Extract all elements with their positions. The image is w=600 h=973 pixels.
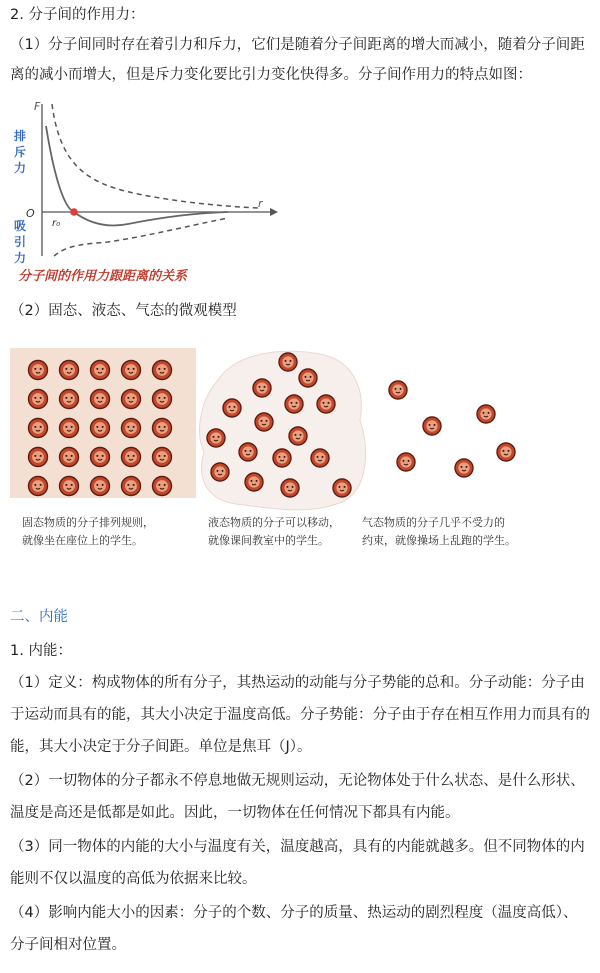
molecular-force-chart: [8, 96, 298, 286]
paragraph-line: 分子间相对位置。: [10, 937, 126, 953]
paragraph-line: 能则不仅以温度的高低为依据来比较。: [10, 871, 257, 887]
molecule: [122, 448, 141, 467]
gas-caption-line2: 约束，就像操场上乱跑的学生。: [362, 534, 516, 547]
molecule: [455, 459, 473, 477]
molecule: [397, 453, 415, 471]
section-title-molecular-force: 2. 分子间的作用力：: [10, 7, 145, 23]
r0-marker: [70, 208, 78, 216]
molecule: [60, 390, 79, 409]
repulsion-curve: [52, 104, 258, 208]
origin-label: O: [26, 207, 35, 220]
molecule: [477, 405, 495, 423]
molecule: [29, 448, 48, 467]
molecule: [122, 361, 141, 380]
x-axis-letter: r: [258, 197, 263, 210]
molecule: [153, 390, 172, 409]
molecule: [311, 449, 329, 467]
molecule: [122, 477, 141, 496]
molecule: [91, 361, 110, 380]
attraction-label-2: 引: [14, 235, 27, 249]
section-heading-internal-energy: 二、内能: [10, 609, 68, 625]
paragraph-line: （4）影响内能大小的因素：分子的个数、分子的质量、热运动的剧烈程度（温度高低）、: [10, 905, 578, 921]
molecule: [153, 419, 172, 438]
solid-caption-line2: 就像坐在座位上的学生。: [22, 534, 143, 547]
molecule: [273, 449, 291, 467]
molecule: [289, 427, 307, 445]
paragraph-line: 温度是高还是低都是如此。因此，一切物体在任何情况下都具有内能。: [10, 805, 460, 821]
molecule: [497, 443, 515, 461]
molecule: [91, 390, 110, 409]
attraction-label-3: 力: [14, 251, 27, 265]
paragraph-line: 于运动而具有的能，其大小决定于温度高低。分子势能：分子由于存在相互作用力而具有的: [10, 707, 590, 723]
molecule: [60, 419, 79, 438]
molecule: [423, 417, 441, 435]
molecule: [245, 473, 263, 491]
attraction-label-1: 吸: [14, 219, 27, 233]
molecule: [91, 477, 110, 496]
molecule: [153, 448, 172, 467]
molecule: [122, 419, 141, 438]
molecule: [255, 413, 273, 431]
force-figure-caption: 分子间的作用力跟距离的关系: [18, 269, 188, 284]
molecule: [281, 479, 299, 497]
molecule: [29, 390, 48, 409]
paragraph-line: 离的减小而增大，但是斥力变化要比引力变化快得多。分子间作用力的特点如图：: [10, 67, 532, 83]
repulsion-label-1: 排: [14, 129, 27, 143]
molecule: [60, 361, 79, 380]
paragraph-line: （2）一切物体的分子都永不停息地做无规则运动，无论物体处于什么状态、是什么形状、: [10, 773, 585, 789]
molecule: [279, 353, 297, 371]
x-axis-arrow: [270, 208, 278, 216]
molecule: [91, 419, 110, 438]
molecule: [389, 381, 407, 399]
molecule: [29, 361, 48, 380]
section-subtitle-states: （2）固态、液态、气态的微观模型: [10, 303, 237, 319]
paragraph-line: （1）分子间同时存在着引力和斥力，它们是随着分子间距离的增大而减小，随着分子间距: [10, 37, 585, 53]
liquid-caption-line1: 液态物质的分子可以移动，: [208, 516, 340, 529]
molecule: [60, 448, 79, 467]
repulsion-label-3: 力: [14, 161, 27, 175]
gas-caption-line1: 气态物质的分子几乎不受力的: [362, 516, 505, 529]
subtitle-internal-energy: 1. 内能：: [10, 643, 72, 659]
molecule: [333, 479, 351, 497]
molecule: [29, 477, 48, 496]
molecule: [317, 395, 335, 413]
attraction-curve: [54, 218, 228, 256]
molecule: [211, 463, 229, 481]
molecule: [60, 477, 79, 496]
molecule: [29, 419, 48, 438]
liquid-caption-line2: 就像课间教室中的学生。: [208, 534, 329, 547]
molecule: [153, 477, 172, 496]
solid-caption-line1: 固态物质的分子排列规则，: [22, 516, 154, 529]
molecule: [253, 379, 271, 397]
paragraph-line: （1）定义：构成物体的所有分子，其热运动的动能与分子势能的总和。分子动能：分子由: [10, 675, 585, 691]
molecule: [239, 443, 257, 461]
molecule: [122, 390, 141, 409]
molecule: [153, 361, 172, 380]
molecule: [223, 399, 241, 417]
repulsion-label-2: 斥: [14, 145, 27, 159]
paragraph-line: （3）同一物体的内能的大小与温度有关，温度越高，具有的内能就越多。但不同物体的内: [10, 839, 585, 855]
states-of-matter-figure: [8, 340, 548, 580]
y-axis-letter: F: [34, 100, 41, 113]
r0-label: r₀: [52, 218, 61, 229]
molecule: [207, 429, 225, 447]
molecule: [285, 395, 303, 413]
molecule: [299, 369, 317, 387]
molecule: [91, 448, 110, 467]
paragraph-line: 能，其大小决定于分子间距。单位是焦耳（J）。: [10, 739, 312, 755]
